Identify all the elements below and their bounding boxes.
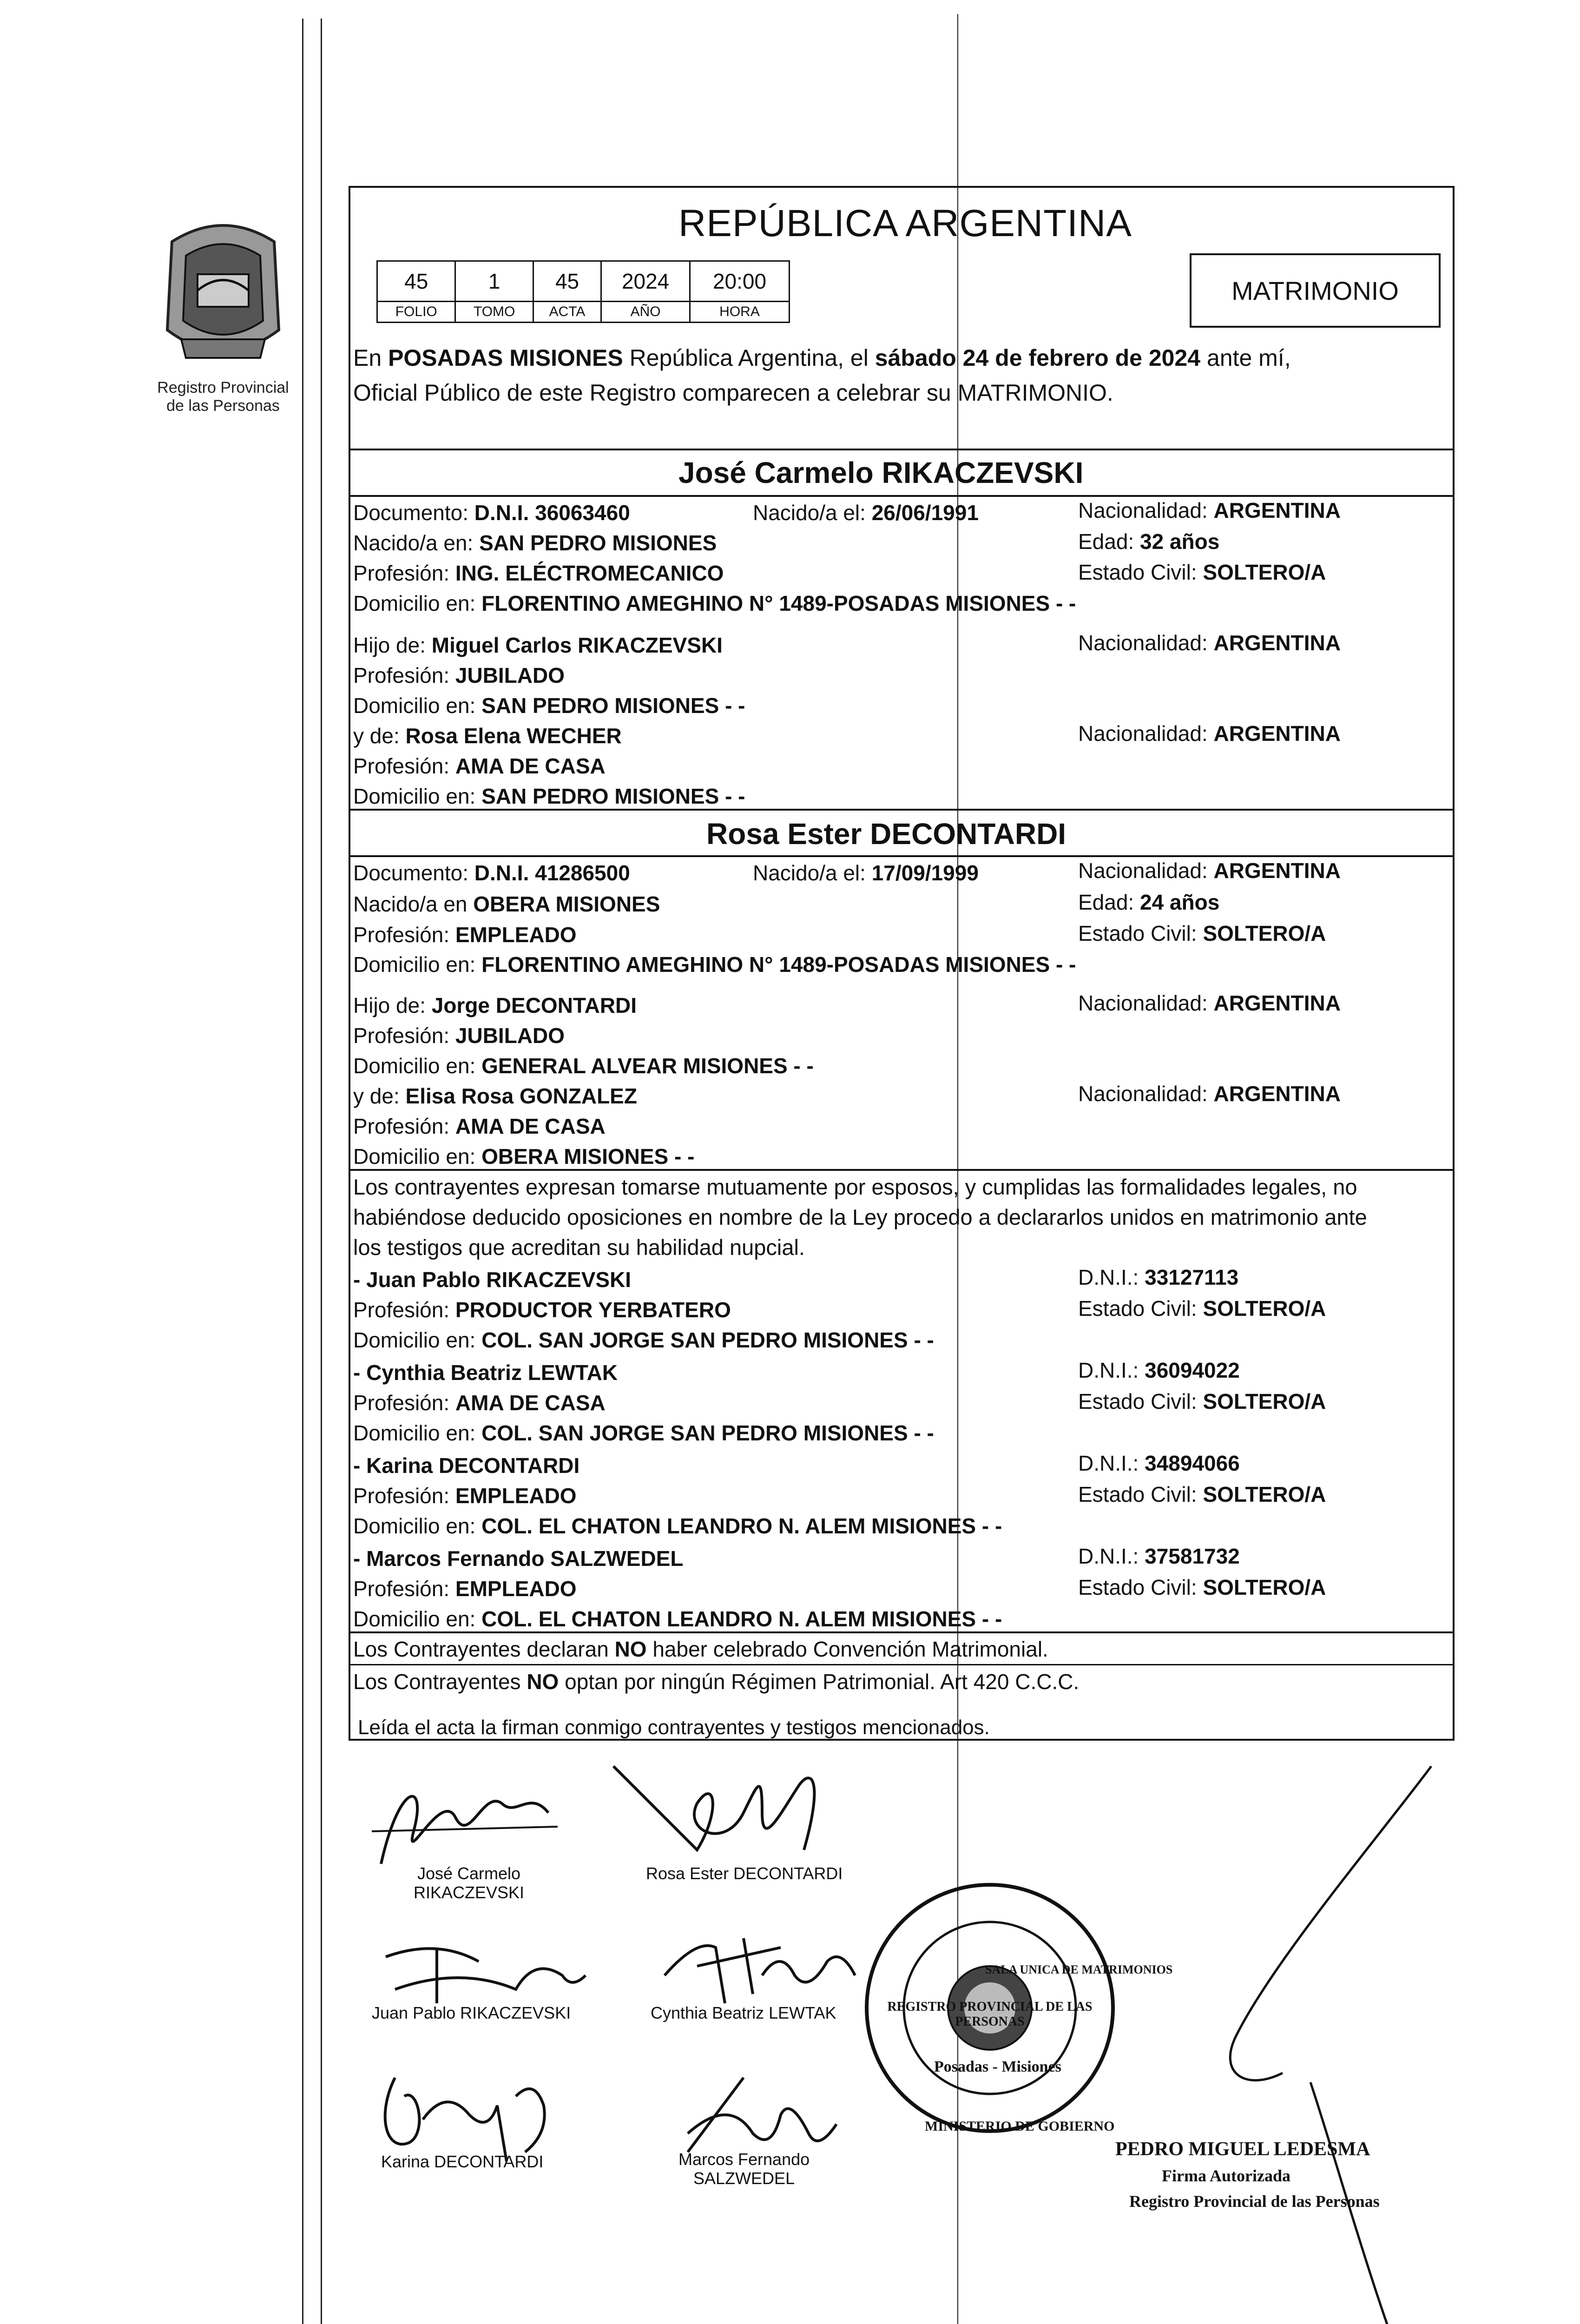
spouse2-birthplace: Nacido/a en OBERA MISIONES xyxy=(353,892,660,916)
spouse2-profession: Profesión: EMPLEADO xyxy=(353,923,577,947)
official-signature xyxy=(1097,1748,1450,2324)
spouse2-birthdate: Nacido/a el: 17/09/1999 xyxy=(753,861,979,885)
witness-4-address: Domicilio en: COL. EL CHATON LEANDRO N. ALEM MISIONES - - xyxy=(353,1607,1002,1631)
spouse2-document: Documento: D.N.I. 41286500 xyxy=(353,861,630,885)
spouse2-nationality: Nacionalidad: ARGENTINA xyxy=(1078,858,1341,883)
divider xyxy=(349,1169,1455,1171)
intro-line-2: Oficial Público de este Registro comparecen a celebrar su MATRIMONIO. xyxy=(353,380,1113,406)
spouse1-document: Documento: D.N.I. 36063460 xyxy=(353,501,630,525)
signature-2 xyxy=(604,1757,846,1878)
witness-4-dni: D.N.I.: 37581732 xyxy=(1078,1544,1240,1568)
tomo-label: TOMO xyxy=(455,302,533,323)
witness-1-civil-status: Estado Civil: SOLTERO/A xyxy=(1078,1296,1326,1320)
folio-table xyxy=(376,260,790,323)
spouse2-mother-nationality: Nacionalidad: ARGENTINA xyxy=(1078,1082,1341,1106)
signature-1-name: José Carmelo RIKACZEVSKI xyxy=(414,1864,525,1902)
spouse1-name: José Carmelo RIKACZEVSKI xyxy=(678,456,1084,489)
divider xyxy=(349,449,1455,450)
signature-3-name: Juan Pablo RIKACZEVSKI xyxy=(372,2003,571,2022)
seal-ministry: MINISTERIO DE GOBIERNO xyxy=(925,2119,1115,2134)
signature-4-name: Cynthia Beatriz LEWTAK xyxy=(651,2003,836,2022)
witness-2-address: Domicilio en: COL. SAN JORGE SAN PEDRO MISIONES - - xyxy=(353,1421,934,1445)
spouse1-mother-address: Domicilio en: SAN PEDRO MISIONES - - xyxy=(353,784,745,808)
closing-statement: Leída el acta la firman conmigo contrayentes y testigos mencionados. xyxy=(358,1716,990,1739)
official-seal xyxy=(860,1878,1120,2138)
spouse1-father-profession: Profesión: JUBILADO xyxy=(353,663,565,687)
divider xyxy=(349,855,1455,857)
witness-1-profession: Profesión: PRODUCTOR YERBATERO xyxy=(353,1298,731,1322)
witness-1-address: Domicilio en: COL. SAN JORGE SAN PEDRO MISIONES - - xyxy=(353,1328,934,1352)
official-office: Registro Provincial de las Personas xyxy=(1129,2192,1380,2211)
acta-value: 45 xyxy=(533,261,601,302)
witness-4-profession: Profesión: EMPLEADO xyxy=(353,1577,577,1601)
folio-label: FOLIO xyxy=(377,302,455,323)
hour-label: HORA xyxy=(690,302,790,323)
spouse1-father: Hijo de: Miguel Carlos RIKACZEVSKI xyxy=(353,633,723,657)
spouse2-father: Hijo de: Jorge DECONTARDI xyxy=(353,993,637,1017)
spouse2-father-address: Domicilio en: GENERAL ALVEAR MISIONES - - xyxy=(353,1054,814,1078)
declaration-line-1: Los contrayentes expresan tomarse mutuamente por esposos, y cumplidas las formalidades legales, no xyxy=(353,1175,1357,1199)
country-title: REPÚBLICA ARGENTINA xyxy=(678,202,1132,244)
spouse1-civil-status: Estado Civil: SOLTERO/A xyxy=(1078,560,1326,584)
folio-value: 45 xyxy=(377,261,455,302)
seal-text: REGISTRO PROVINCIAL DE LAS PERSONAS xyxy=(887,2000,1093,2029)
record-type-box xyxy=(1190,253,1441,328)
official-role: Firma Autorizada xyxy=(1162,2166,1290,2185)
witness-2-civil-status: Estado Civil: SOLTERO/A xyxy=(1078,1389,1326,1413)
seal-city: Posadas - Misiones xyxy=(934,2058,1061,2075)
registry-logo xyxy=(153,214,293,372)
convention-line-1: Los Contrayentes declaran NO haber celebrado Convención Matrimonial. xyxy=(353,1637,1048,1661)
spouse2-mother: y de: Elisa Rosa GONZALEZ xyxy=(353,1084,637,1108)
divider xyxy=(349,809,1455,811)
spouse2-mother-profession: Profesión: AMA DE CASA xyxy=(353,1114,606,1138)
spouse2-mother-address: Domicilio en: OBERA MISIONES - - xyxy=(353,1144,695,1169)
spouse2-name: Rosa Ester DECONTARDI xyxy=(706,817,1066,851)
spouse2-civil-status: Estado Civil: SOLTERO/A xyxy=(1078,921,1326,945)
hour-value: 20:00 xyxy=(690,261,790,302)
witness-3-civil-status: Estado Civil: SOLTERO/A xyxy=(1078,1482,1326,1506)
intro-line-1: En POSADAS MISIONES República Argentina, el sábado 24 de febrero de 2024 ante mí, xyxy=(353,345,1291,371)
spouse2-father-nationality: Nacionalidad: ARGENTINA xyxy=(1078,991,1341,1015)
spouse1-profession: Profesión: ING. ELÉCTROMECANICO xyxy=(353,561,724,585)
divider xyxy=(349,1631,1455,1633)
witness-3-address: Domicilio en: COL. EL CHATON LEANDRO N. ALEM MISIONES - - xyxy=(353,1514,1002,1538)
witness-3-dni: D.N.I.: 34894066 xyxy=(1078,1451,1240,1475)
witness-1-name: - Juan Pablo RIKACZEVSKI xyxy=(353,1268,632,1292)
declaration-line-2: habiéndose deducido oposiciones en nombre de la Ley procedo a declararlos unidos en matrimonio ante xyxy=(353,1205,1367,1229)
spouse1-nationality: Nacionalidad: ARGENTINA xyxy=(1078,498,1341,522)
tomo-value: 1 xyxy=(455,261,533,302)
witness-4-civil-status: Estado Civil: SOLTERO/A xyxy=(1078,1575,1326,1599)
signature-2-name: Rosa Ester DECONTARDI xyxy=(646,1864,843,1883)
divider xyxy=(349,495,1455,497)
declaration-line-3: los testigos que acreditan su habilidad nupcial. xyxy=(353,1235,805,1260)
signature-1 xyxy=(362,1762,572,1878)
witness-2-dni: D.N.I.: 36094022 xyxy=(1078,1358,1240,1382)
acta-label: ACTA xyxy=(533,302,601,323)
spouse2-address: Domicilio en: FLORENTINO AMEGHINO N° 1489-POSADAS MISIONES - - xyxy=(353,952,1076,977)
spouse1-father-address: Domicilio en: SAN PEDRO MISIONES - - xyxy=(353,693,745,718)
spouse2-father-profession: Profesión: JUBILADO xyxy=(353,1023,565,1048)
record-type: MATRIMONIO xyxy=(1231,276,1399,305)
signature-6 xyxy=(660,2068,855,2161)
witness-4-name: - Marcos Fernando SALZWEDEL xyxy=(353,1546,684,1571)
signature-5-name: Karina DECONTARDI xyxy=(381,2152,544,2171)
spouse1-mother-profession: Profesión: AMA DE CASA xyxy=(353,754,606,778)
seal-inner-text: SALA UNICA DE MATRIMONIOS xyxy=(985,1963,1173,1976)
signature-6-name: Marcos Fernando SALZWEDEL xyxy=(678,2150,810,2188)
spouse1-father-nationality: Nacionalidad: ARGENTINA xyxy=(1078,631,1341,655)
registry-label: Registro Provincial de las Personas xyxy=(157,379,289,415)
witness-2-name: - Cynthia Beatriz LEWTAK xyxy=(353,1360,618,1385)
divider xyxy=(349,1664,1455,1665)
spouse1-birthdate: Nacido/a el: 26/06/1991 xyxy=(753,501,979,525)
official-name: PEDRO MIGUEL LEDESMA xyxy=(1115,2139,1370,2160)
margin-line xyxy=(321,19,322,2324)
spouse1-birthplace: Nacido/a en: SAN PEDRO MISIONES xyxy=(353,531,717,555)
witness-3-name: - Karina DECONTARDI xyxy=(353,1453,580,1478)
spouse2-age: Edad: 24 años xyxy=(1078,890,1220,914)
spouse1-mother: y de: Rosa Elena WECHER xyxy=(353,724,622,748)
witness-2-profession: Profesión: AMA DE CASA xyxy=(353,1391,606,1415)
spouse1-age: Edad: 32 años xyxy=(1078,529,1220,554)
witness-1-dni: D.N.I.: 33127113 xyxy=(1078,1265,1239,1289)
spouse1-mother-nationality: Nacionalidad: ARGENTINA xyxy=(1078,721,1341,746)
year-value: 2024 xyxy=(601,261,690,302)
witness-3-profession: Profesión: EMPLEADO xyxy=(353,1484,577,1508)
signature-3 xyxy=(367,1929,590,2008)
year-label: AÑO xyxy=(601,302,690,323)
margin-line xyxy=(302,19,303,2324)
spouse1-address: Domicilio en: FLORENTINO AMEGHINO N° 1489-POSADAS MISIONES - - xyxy=(353,591,1076,615)
signature-4 xyxy=(641,1920,864,2008)
convention-line-2: Los Contrayentes NO optan por ningún Régimen Patrimonial. Art 420 C.C.C. xyxy=(353,1670,1080,1694)
